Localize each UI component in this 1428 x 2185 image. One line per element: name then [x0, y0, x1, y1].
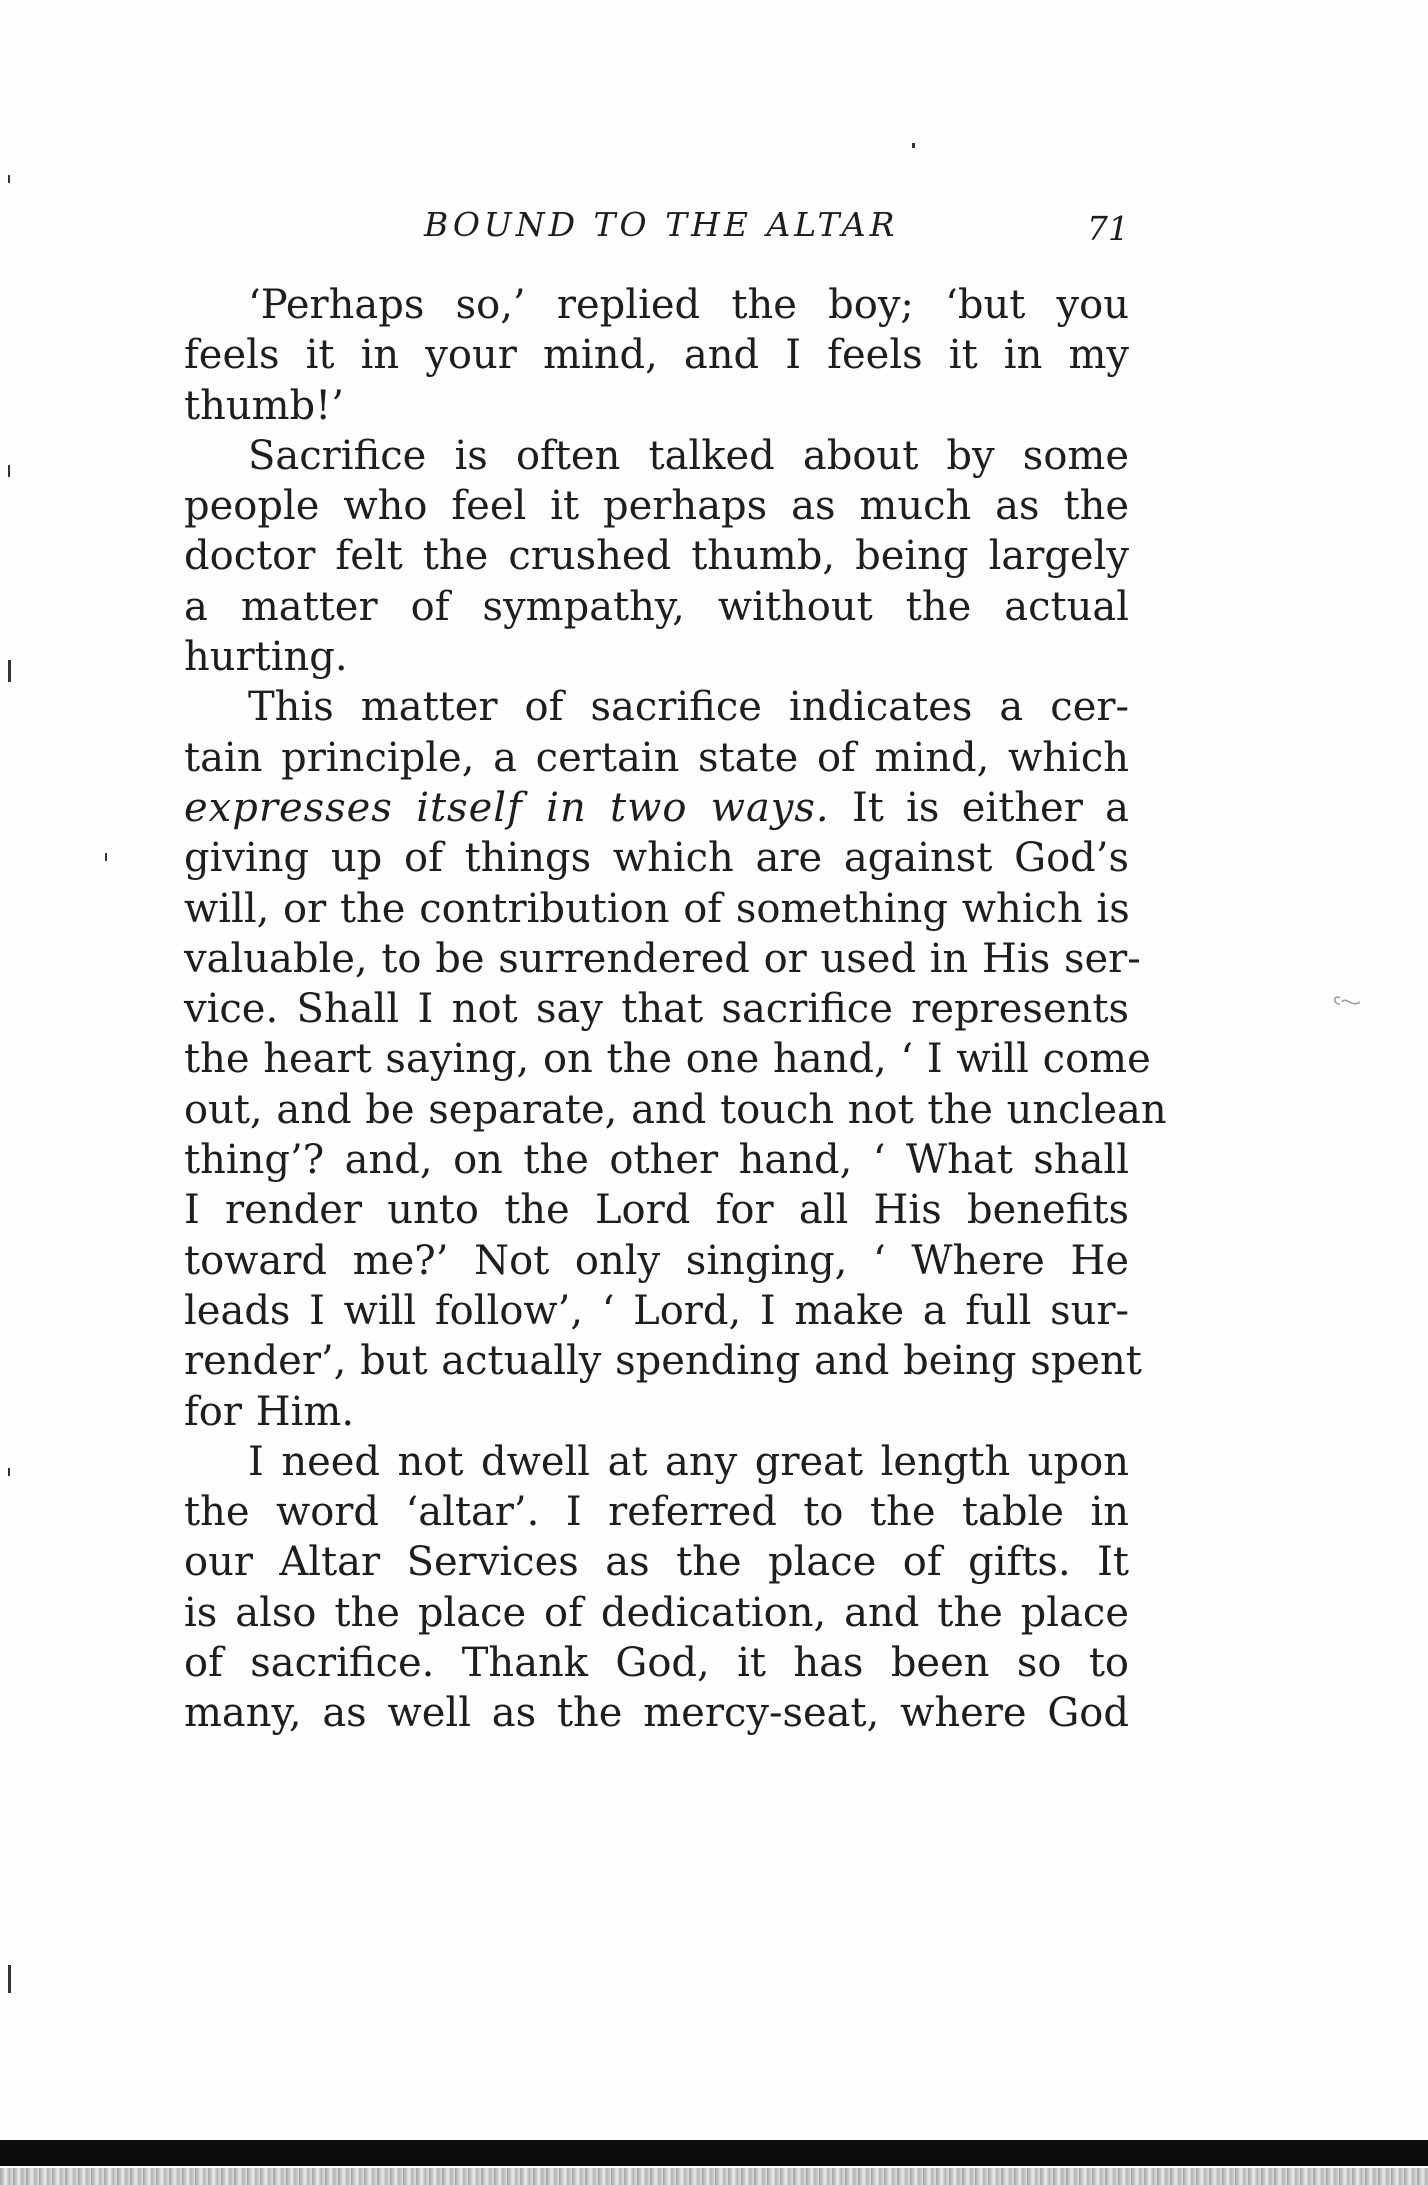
- scan-speck: [8, 175, 10, 183]
- text-line: hurting.: [184, 634, 348, 681]
- text-line: is also the place of dedication, and the place: [184, 1589, 1129, 1636]
- text-line: I render unto the Lord for all His benefits: [184, 1187, 1129, 1234]
- text-line-rest: It is either a: [829, 784, 1129, 831]
- scan-edge-noise: [0, 2168, 1428, 2185]
- scan-speck: [912, 143, 915, 148]
- text-line: I need not dwell at any great length upon: [248, 1438, 1129, 1485]
- margin-pencil-mark: [1330, 990, 1366, 1010]
- scan-speck: [8, 1468, 10, 1476]
- body-text: [184, 280, 1167, 1739]
- text-line: out, and be separate, and touch not the unclean: [184, 1086, 1167, 1133]
- text-line: vice. Shall I not say that sacrifice represents: [184, 986, 1129, 1033]
- text-line: toward me?’ Not only singing, ‘ Where He: [184, 1237, 1129, 1284]
- text-line: our Altar Services as the place of gifts. It: [184, 1539, 1129, 1586]
- text-line: feels it in your mind, and I feels it in my: [184, 332, 1129, 379]
- text-line: This matter of sacrifice indicates a cer-: [248, 684, 1129, 731]
- text-line: will, or the contribution of something which is: [184, 885, 1130, 932]
- text-line: leads I will follow’, ‘ Lord, I make a full sur-: [184, 1287, 1129, 1334]
- text-line: the word ‘altar’. I referred to the table in: [184, 1489, 1129, 1536]
- italic-phrase: expresses itself in two ways.: [184, 784, 830, 831]
- scan-speck: [8, 1965, 11, 1993]
- text-line: giving up of things which are against God’s: [184, 835, 1129, 882]
- text-line: doctor felt the crushed thumb, being largely: [184, 533, 1129, 580]
- text-line: many, as well as the mercy-seat, where God: [184, 1690, 1129, 1737]
- scan-edge-shadow: [0, 2140, 1428, 2166]
- text-line: a matter of sympathy, without the actual: [184, 583, 1129, 630]
- running-title: BOUND TO THE ALTAR: [424, 205, 899, 244]
- text-line: ‘Perhaps so,’ replied the boy; ‘but you: [248, 282, 1129, 328]
- text-line: people who feel it perhaps as much as the: [184, 483, 1129, 530]
- text-line: tain principle, a certain state of mind, which: [184, 734, 1129, 781]
- text-line: Sacrifice is often talked about by some: [248, 432, 1129, 479]
- scan-speck: [8, 660, 11, 682]
- page-number: 71: [1087, 209, 1129, 248]
- scan-speck: [105, 853, 107, 861]
- text-line: for Him.: [184, 1388, 355, 1435]
- text-line: the heart saying, on the one hand, ‘ I will come: [184, 1036, 1151, 1083]
- text-line: [184, 783, 1129, 833]
- text-line: valuable, to be surrendered or used in His ser-: [184, 935, 1141, 982]
- text-line: thing’? and, on the other hand, ‘ What shall: [184, 1137, 1129, 1184]
- running-header: [184, 205, 1129, 255]
- scan-speck: [8, 465, 10, 477]
- text-line: render’, but actually spending and being spent: [184, 1338, 1142, 1385]
- text-line: thumb!’: [184, 382, 344, 429]
- text-line: of sacrifice. Thank God, it has been so to: [184, 1640, 1129, 1687]
